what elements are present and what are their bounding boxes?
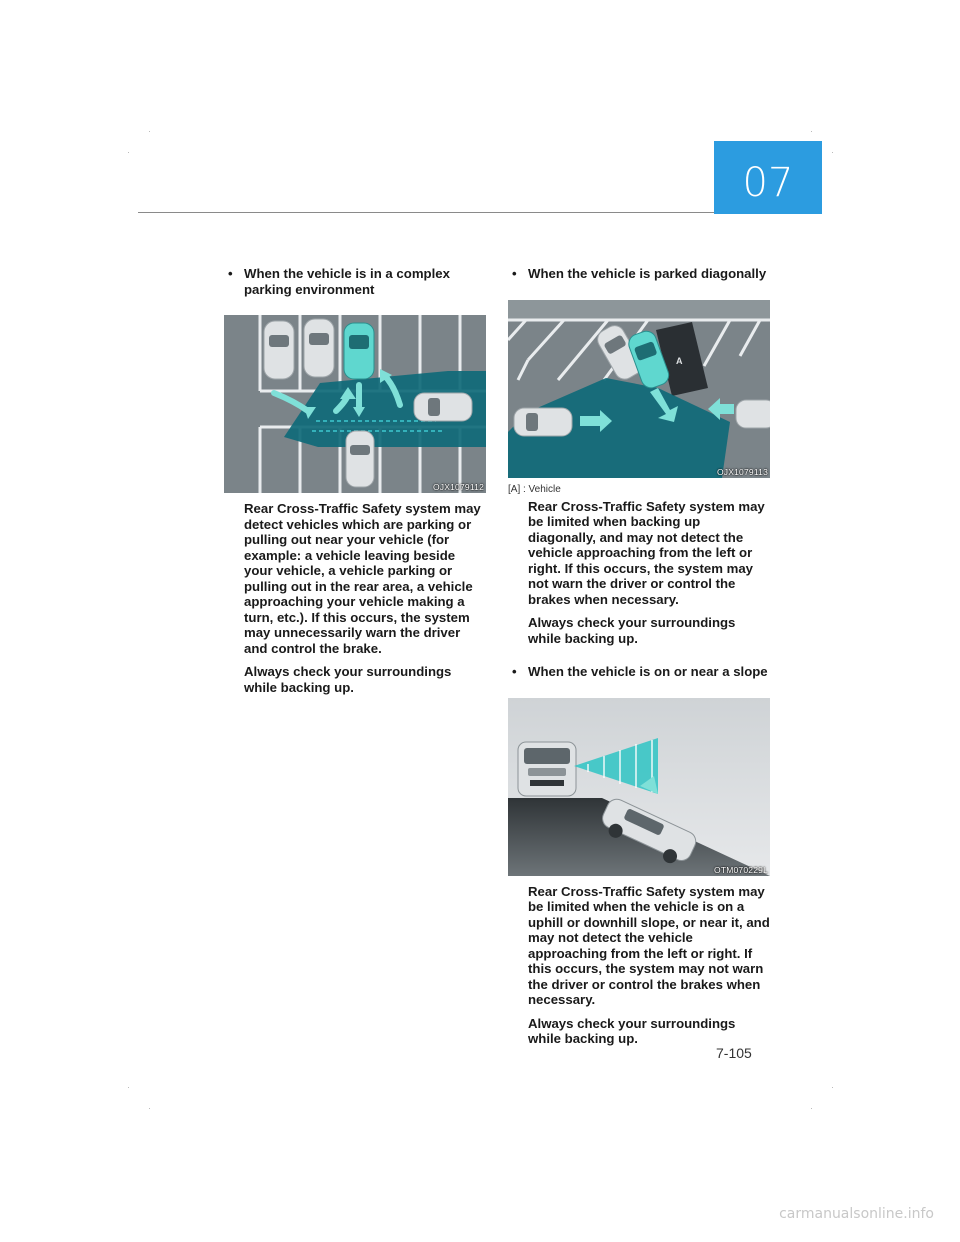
bullet-parked-diagonally: [508, 266, 770, 282]
bullet-dot: •: [228, 266, 233, 281]
figure-caption: [A] : Vehicle: [508, 483, 561, 495]
paragraph: Always check your surroundings while backing up.: [528, 1015, 736, 1046]
crop-mark: [811, 131, 812, 132]
paragraph: Rear Cross-Traffic Safety system may be limited when backing up diagonally, and may not detect the vehicle approaching from the left or right. If this occurs, the system may not warn the driver or control the brakes when necessary.: [528, 498, 765, 607]
crop-mark: [832, 152, 833, 153]
diagonal-parking-illustration: [508, 300, 770, 478]
chapter-tab: 07: [714, 141, 822, 214]
crop-mark: [128, 152, 129, 153]
figure-slope: [508, 698, 770, 876]
paragraph: Always check your surroundings while backing up.: [528, 615, 736, 646]
crop-mark: [149, 1108, 150, 1109]
figure-complex-parking: [224, 315, 486, 493]
bullet-dot: •: [512, 266, 517, 281]
page-number: 7-105: [716, 1045, 752, 1061]
left-column: [224, 266, 486, 695]
crop-mark: [149, 131, 150, 132]
bullet-text: When the vehicle is parked diagonally: [528, 266, 767, 281]
slope-illustration: [508, 698, 770, 876]
vehicle-a-label: A: [676, 355, 683, 366]
bullet-complex-parking: [224, 266, 486, 297]
bullet-text: When the vehicle is in a complex parking environment: [244, 266, 450, 297]
bullet-text: When the vehicle is on or near a slope: [528, 664, 768, 679]
complex-parking-illustration: [224, 315, 486, 493]
right-column: [508, 266, 770, 1047]
bullet-slope: [508, 664, 770, 680]
crop-mark: [128, 1087, 129, 1088]
crop-mark: [811, 1108, 812, 1109]
figure-diagonal-parking: [508, 300, 770, 478]
crop-mark: [832, 1087, 833, 1088]
paragraph: Always check your surroundings while backing up.: [244, 664, 452, 695]
bullet-dot: •: [512, 664, 517, 679]
paragraph: Rear Cross-Traffic Safety system may be limited when the vehicle is on a uphill or downhill slope, or near it, and may not detect the vehicle approaching from the left or right. If this occurs, the system may not warn the driver or control the brakes when necessary.: [528, 883, 770, 1007]
figure-code: OTM070229L: [714, 864, 768, 875]
figure-code: OJX1079112: [433, 482, 484, 492]
header-rule: [138, 212, 714, 213]
figure-code: OJX1079113: [717, 466, 768, 477]
paragraph: Rear Cross-Traffic Safety system may detect vehicles which are parking or pulling out near your vehicle (for example: a vehicle leaving beside your vehicle, a vehicle parking or pulling out in the rear area, a vehicle approaching your vehicle making a turn, etc.). If this occurs, the system may unnecessarily warn the driver and control the brake.: [244, 501, 481, 656]
watermark-link[interactable]: carmanualsonline.info: [779, 1206, 934, 1222]
